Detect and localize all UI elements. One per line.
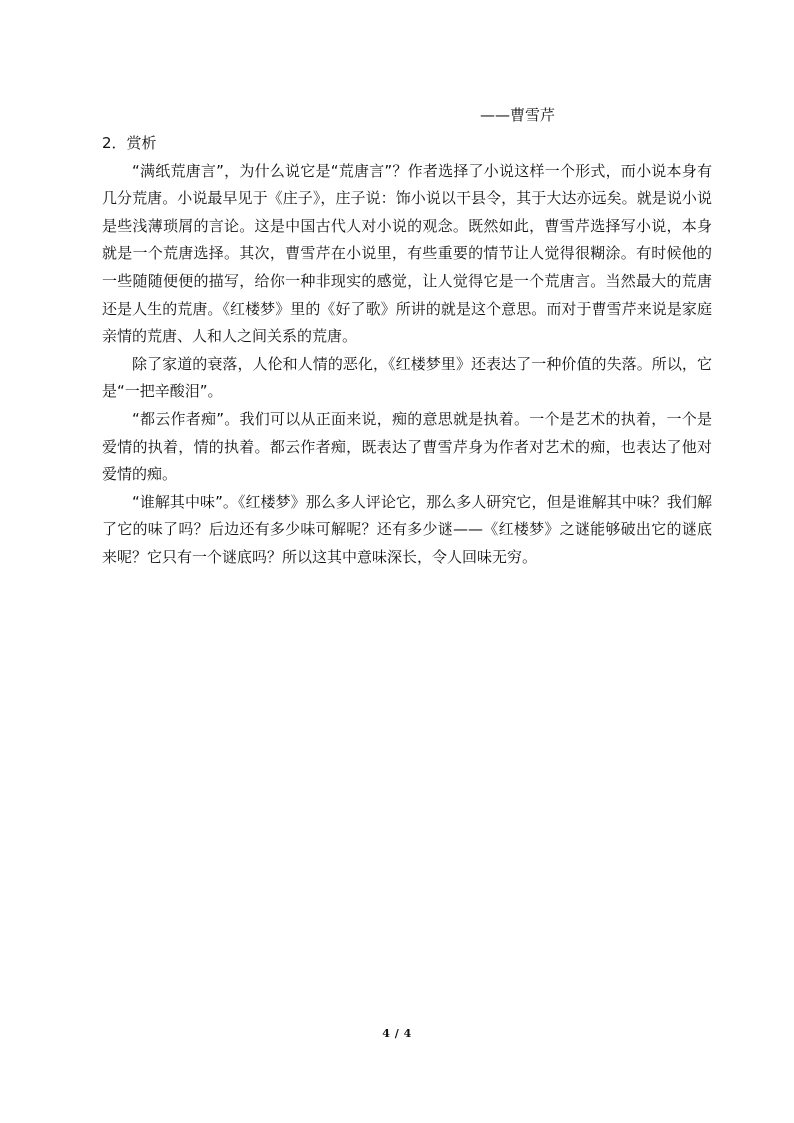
paragraph-3: “都云作者痴”。我们可以从正面来说，痴的意思就是执着。一个是艺术的执着，一个是爱情的执着，情的执着。都云作者痴，既表达了曹雪芹身为作者对艺术的痴，也表达了他对爱情的痴。 bbox=[102, 409, 712, 484]
paragraph-1: “满纸荒唐言”，为什么说它是“荒唐言”？作者选择了小说这样一个形式，而小说本身有几分荒唐。小说最早见于《庄子》，庄子说：饰小说以干县令，其于大达亦远矣。就是说小说是些浅薄琐屑的言论。这是中国古代人对小说的观念。既然如此，曹雪芹选择写小说，本身就是一个荒唐选择。其次，曹雪芹在小说里，有些重要的情节让人觉得很糊涂。有时候他的一些随随便便的描写，给你一种非现实的感觉，让人觉得它是一个荒唐言。当然最大的荒唐还是人生的荒唐。《红楼梦》里的《好了歌》所讲的就是这个意思。而对于曹雪芹来说是家庭亲情的荒唐、人和人之间关系的荒唐。 bbox=[102, 161, 712, 346]
page-number: 4 / 4 bbox=[382, 1027, 412, 1040]
body-text bbox=[102, 130, 712, 572]
attribution-line: ——曹雪芹 bbox=[480, 106, 556, 124]
section-heading: 2．赏析 bbox=[102, 134, 157, 152]
paragraph-4: “谁解其中味”。《红楼梦》那么多人评论它，那么多人研究它，但是谁解其中味？我们解了它的味了吗？后边还有多少味可解呢？还有多少谜——《红楼梦》之谜能够破出它的谜底来呢？它只有一个谜底吗？所以这其中意味深长，令人回味无穷。 bbox=[102, 492, 712, 566]
paragraph-2: 除了家道的衰落，人伦和人情的恶化，《红楼梦里》还表达了一种价值的失落。所以，它是“一把辛酸泪”。 bbox=[102, 354, 712, 401]
